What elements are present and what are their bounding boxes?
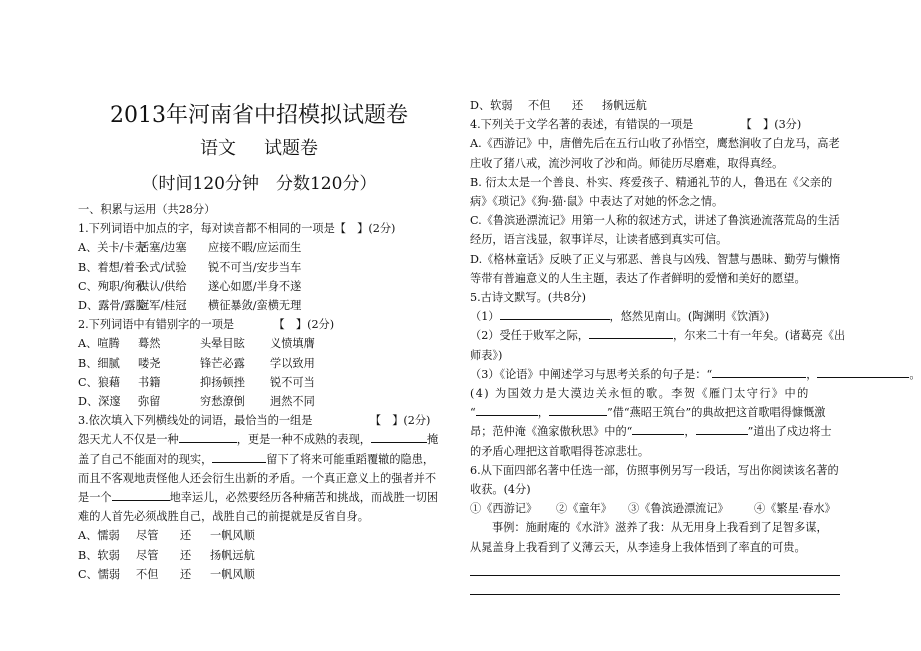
- option-word: 弥留: [138, 395, 161, 409]
- option-word: 锐不可当/安步当车: [208, 260, 302, 274]
- option-label: C、懦弱: [78, 567, 121, 581]
- option-label: B、软弱: [78, 548, 120, 562]
- option-word: 应接不暇/应运而生: [208, 241, 302, 255]
- poem-text: “: [470, 406, 476, 420]
- poem-text: ，悠然见南山。(陶渊明《饮酒》): [609, 310, 770, 324]
- q4-option-d: D.《格林童话》反映了正义与邪恶、善良与凶残、智慧与愚昧、勤劳与懒惰等带有普遍意义的人生主题，表达了作者鲜明的爱憎和美好的愿望。: [470, 252, 841, 285]
- q6-example-line: 事例：施耐庵的《水浒》滋养了我：从无用身上我看到了足智多谋，: [492, 521, 828, 535]
- answer-line: [470, 557, 840, 576]
- q4-stem: [470, 115, 910, 134]
- q6-stem: 6.从下面四部名著中任选一部，仿照事例另写一段话，写出你阅读该名著的收获。(4分): [470, 463, 839, 497]
- option-label: C、狼藉: [78, 375, 121, 389]
- option-word: 书籍: [138, 375, 161, 389]
- passage-text: 怨天尤人不仅是一种: [78, 433, 179, 447]
- right-questions: [470, 96, 921, 595]
- option-word: 横征暴敛/蛮横无理: [208, 299, 302, 313]
- q3-passage-line: 难的人首先必须战胜自己，战胜自己的前提就是反省自身。: [78, 510, 369, 524]
- paper-label: 试题卷: [264, 138, 318, 159]
- option-word: 公式/试验: [138, 260, 187, 274]
- q1-stem: 1.下列词语中加点的字，每对读音都不相同的一项是【 】(2分): [78, 222, 396, 236]
- option-word: 喽尧: [138, 356, 161, 370]
- q4-mark: 【 】(3分): [740, 118, 802, 132]
- q3-stem: [78, 411, 440, 430]
- q1-option: [78, 296, 440, 315]
- q3-stem-text: 3.依次填入下列横线处的词语，最恰当的一组是: [78, 414, 313, 428]
- answer-blank: [817, 365, 909, 378]
- option-word: 供认/供给: [138, 279, 187, 293]
- q5-line-7: 的矛盾心理把这首歌唱得苍凉悲壮。: [470, 444, 650, 458]
- q5-line-1: [470, 307, 910, 326]
- poem-text: ”借“燕昭王筑台”的典故把这首歌唱得慷慨激: [606, 406, 826, 420]
- q2-option: [78, 373, 440, 392]
- answer-blank: [589, 326, 673, 339]
- q2-option: [78, 392, 440, 411]
- q3-passage-line: [78, 430, 440, 449]
- option-word: 一帆风顺: [210, 567, 255, 581]
- answer-blank: [500, 307, 610, 320]
- passage-text: 留下了将来可能重蹈覆辙的隐患，: [266, 452, 435, 466]
- left-questions: [78, 200, 440, 584]
- q5-line-2b: 师表》): [470, 348, 503, 362]
- option-word: 还: [180, 567, 192, 581]
- q4-option-a: A.《西游记》中，唐僧先后在五行山收了孙悟空，鹰愁涧收了白龙马，高老庄收了猪八戒，流沙河收了沙和尚。师徒历尽磨难，取得真经。: [470, 137, 840, 170]
- option-word: 抑扬顿挫: [200, 375, 245, 389]
- q2-mark: 【 】(2分): [273, 318, 335, 332]
- exam-subtitle: [78, 136, 440, 162]
- q5-line-6: [470, 422, 910, 441]
- q4-option-c: C.《鲁滨逊漂流记》用第一人称的叙述方式，讲述了鲁滨逊流落荒岛的生活经历，语言浅显，叙事详尽，让读者感到真实可信。: [470, 214, 840, 247]
- poem-text: 。: [909, 367, 921, 381]
- option-word: 迥然不同: [270, 395, 315, 409]
- book-item: ④《繁星·春水》: [754, 502, 836, 516]
- passage-text: 盖了自己不能面对的现实，: [78, 452, 213, 466]
- answer-blank: [696, 422, 748, 435]
- option-label: C、殉职/徇私: [78, 279, 147, 293]
- q2-stem: [78, 315, 440, 334]
- q1-option: [78, 258, 440, 277]
- poem-text: ，: [537, 406, 549, 420]
- option-word: 一帆风顺: [210, 529, 255, 543]
- poem-text: （1）: [470, 310, 500, 324]
- passage-text: 掩: [426, 433, 439, 447]
- option-word: 遂心如愿/半身不遂: [208, 279, 302, 293]
- option-word: 还: [180, 548, 192, 562]
- q3-option: [78, 546, 440, 565]
- option-word: 还: [180, 529, 192, 543]
- answer-blank: [712, 365, 806, 378]
- option-word: 扬帆远航: [602, 99, 647, 112]
- q2-option: [78, 354, 440, 373]
- q1-option: [78, 238, 440, 257]
- option-word: 活塞/边塞: [138, 241, 187, 255]
- q6-book-list: [470, 499, 910, 518]
- q5-line-5: [470, 403, 910, 422]
- option-word: 头晕目眩: [200, 337, 245, 351]
- q6-example-line: 从晁盖身上我看到了义薄云天，从李逵身上我体悟到了率直的可贵。: [470, 540, 806, 554]
- option-word: 义愤填膺: [270, 337, 315, 351]
- q3-option: [78, 565, 440, 584]
- option-word: 不但: [528, 99, 551, 112]
- subject-label: 语文: [200, 138, 236, 159]
- poem-text: ，尔来二十有一年矣。(诸葛亮《出: [673, 329, 846, 343]
- q5-stem: 5.古诗文默写。(共8分): [470, 291, 587, 305]
- option-word: 学以致用: [270, 356, 315, 370]
- option-label: B、着想/着手: [78, 260, 146, 274]
- option-word: 锋芒必露: [200, 356, 245, 370]
- passage-text: ，更是一种不成熟的表现，: [236, 433, 371, 447]
- answer-blank: [549, 403, 607, 416]
- option-label: A、懦弱: [78, 529, 120, 543]
- book-item: ②《童年》: [556, 502, 612, 516]
- q4-option-b: B. 衍太太是一个善良、朴实、疼爱孩子、精通礼节的人，鲁迅在《父亲的病》《琐记》《狗·猫·鼠》中表达了对她的怀念之情。: [470, 175, 833, 209]
- q1-option: [78, 277, 440, 296]
- option-word: 锐不可当: [270, 375, 315, 389]
- q3-passage-line: [78, 488, 440, 507]
- q2-stem-text: 2.下列词语中有错别字的一项是: [78, 318, 235, 332]
- option-word: 不但: [136, 567, 159, 581]
- poem-text: （3）《论语》中阐述学习与思考关系的句子是：“: [470, 367, 713, 381]
- passage-text: 是一个: [78, 491, 112, 505]
- poem-text: （2）受任于败军之际，: [470, 329, 589, 343]
- option-word: 尽管: [136, 529, 159, 543]
- q3-option-d: [470, 96, 910, 115]
- book-item: ③《鲁滨逊漂流记》: [628, 502, 729, 516]
- q5-line-3: [470, 365, 921, 384]
- poem-text: ”道出了戍边将士: [747, 425, 832, 439]
- answer-blank: [632, 422, 684, 435]
- option-label: D、深邃: [78, 395, 121, 409]
- answer-blank: [371, 430, 427, 443]
- answer-blank: [179, 430, 237, 443]
- answer-blank: [476, 403, 538, 416]
- exam-title: 2013年河南省中招模拟试题卷: [110, 103, 408, 128]
- option-word: 穷愁潦倒: [200, 395, 245, 409]
- q3-mark: 【 】(2分): [369, 414, 431, 428]
- option-word: 冠军/桂冠: [138, 299, 187, 313]
- option-label: B、细腻: [78, 356, 120, 370]
- q3-passage-line: [78, 450, 440, 469]
- answer-blank: [112, 488, 170, 501]
- poem-text: ，: [806, 367, 818, 381]
- book-item: ①《西游记》: [470, 502, 538, 516]
- option-label: A、关卡/卡壳: [78, 241, 146, 255]
- option-word: 还: [572, 99, 584, 112]
- poem-text: 昂；范仲淹《渔家傲秋思》中的“: [470, 425, 633, 439]
- q5-line-2: [470, 326, 910, 345]
- option-label: D、软弱: [470, 99, 513, 112]
- passage-text: 地幸运儿，必然要经历各种痛苦和挑战，而战胜一切困: [169, 491, 439, 505]
- q2-option: [78, 334, 440, 353]
- option-label: A、喧腾: [78, 337, 120, 351]
- answer-blank: [212, 450, 266, 463]
- answer-line: [470, 576, 840, 595]
- q4-stem-text: 4.下列关于文学名著的表述，有错误的一项是: [470, 118, 694, 132]
- option-word: 扬帆远航: [210, 548, 255, 562]
- option-word: 蓦然: [138, 337, 161, 351]
- option-word: 尽管: [136, 548, 159, 562]
- poem-text: ，: [684, 425, 696, 439]
- section-heading: 一、积累与运用（共28分）: [78, 203, 216, 216]
- time-score-line: （时间120分钟 分数120分）: [141, 174, 377, 194]
- q3-passage-line: 而且不客观地责怪他人还会衍生出新的矛盾。一个真正意义上的强者并不: [78, 471, 437, 485]
- option-label: D、露骨/露脸: [78, 299, 147, 313]
- q5-line-4: (4) 为国效力是大漠边关永恒的歌。李贺《雁门太守行》中的: [470, 387, 810, 401]
- q3-option: [78, 526, 440, 545]
